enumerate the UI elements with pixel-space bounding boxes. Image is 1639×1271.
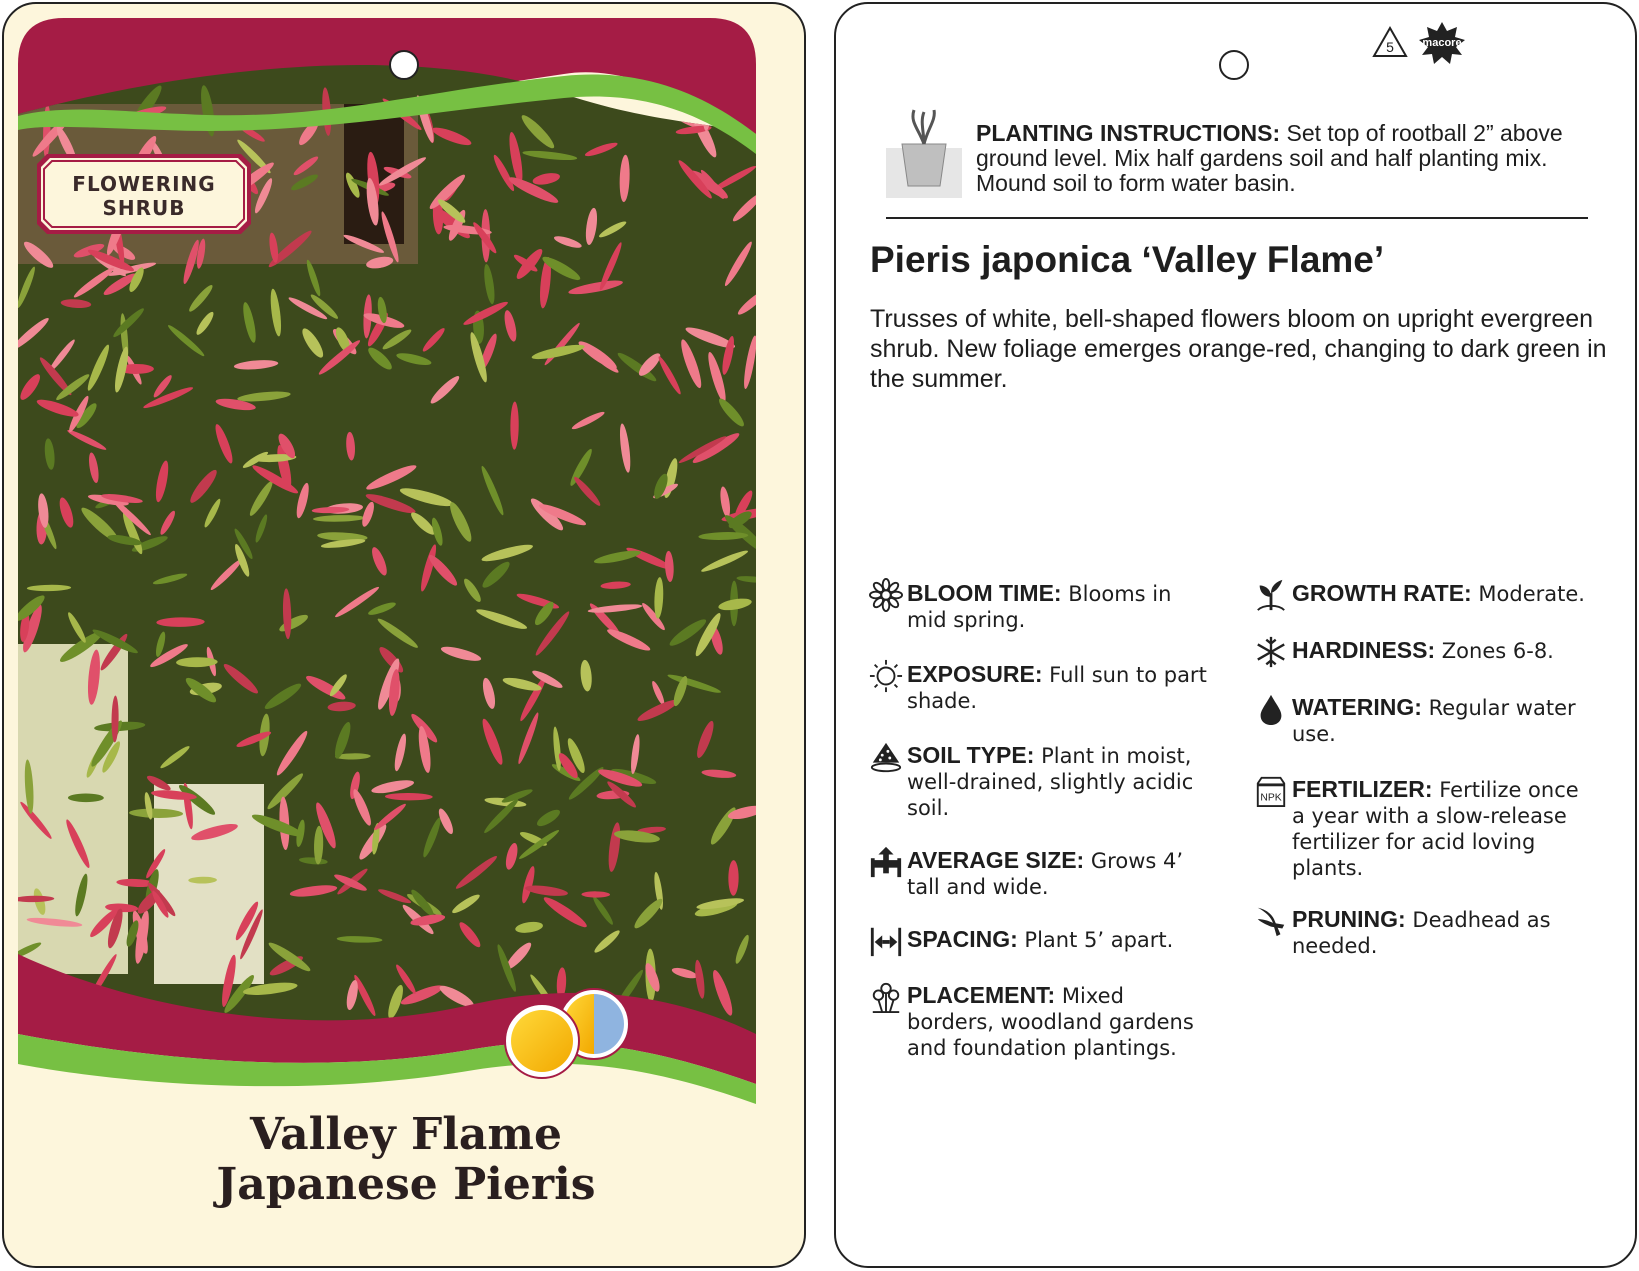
attribute-label: AVERAGE SIZE:: [907, 847, 1085, 873]
planting-pot-icon: [884, 108, 964, 198]
snowflake-icon: [1254, 635, 1290, 671]
macore-logo-text: macore: [1422, 37, 1462, 49]
attribute-spacing: [907, 926, 1207, 953]
size-icon: [869, 845, 905, 881]
attribute-label: WATERING:: [1292, 694, 1422, 720]
spacing-icon: [869, 924, 905, 960]
water-drop-icon: [1254, 692, 1290, 728]
sprout-icon: [1254, 578, 1290, 614]
attribute-placement: [907, 982, 1207, 1061]
pruners-icon: [1254, 904, 1290, 940]
scientific-name: Pieris japonica ‘Valley Flame’: [870, 239, 1385, 280]
divider: [886, 217, 1588, 219]
attribute-label: SPACING:: [907, 926, 1018, 952]
attribute-label: FERTILIZER:: [1292, 776, 1433, 802]
attribute-text: Zones 6-8.: [1435, 639, 1554, 663]
attribute-pruning: [1292, 906, 1592, 959]
placement-icon: [869, 980, 905, 1016]
attribute-watering: [1292, 694, 1592, 747]
attribute-label: BLOOM TIME:: [907, 580, 1062, 606]
macore-logo-icon: [1419, 22, 1465, 64]
hang-hole: [1219, 50, 1249, 80]
planting-instructions: [976, 121, 1586, 196]
attribute-label: EXPOSURE:: [907, 661, 1043, 687]
category-line-1: FLOWERING: [72, 172, 216, 196]
attribute-text: Plant 5’ apart.: [1017, 928, 1174, 952]
attribute-text: Full sun to part shade.: [907, 663, 1207, 713]
attribute-average-size: [907, 847, 1207, 900]
category-badge: [37, 154, 251, 234]
planting-text: Set top of rootball 2” above ground level. Mix half gardens soil and half planting mix. Mound soil to form water basin.: [976, 120, 1563, 196]
attribute-hardiness: [1292, 637, 1592, 664]
sun-outline-icon: [869, 659, 905, 695]
attribute-growth-rate: [1292, 580, 1592, 607]
attribute-soil-type: [907, 742, 1207, 821]
npk-label: NPK: [1260, 792, 1282, 804]
attribute-text: Plant in moist, well-drained, slightly acidic soil.: [907, 744, 1194, 820]
attribute-text: Mixed borders, woodland gardens and foundation plantings.: [907, 984, 1194, 1060]
plant-description: Trusses of white, bell-shaped flowers bloom on upright evergreen shrub. New foliage emerges orange-red, changing to dark green in the summer.: [870, 305, 1607, 393]
logo-area: [1372, 22, 1482, 68]
npk-icon: [1254, 774, 1290, 810]
attribute-label: GROWTH RATE:: [1292, 580, 1472, 606]
attribute-label: SOIL TYPE:: [907, 742, 1035, 768]
recycle-number: 5: [1386, 39, 1394, 55]
attribute-exposure: [907, 661, 1207, 714]
attribute-text: Blooms in mid spring.: [907, 582, 1172, 632]
front-tag: [2, 2, 806, 1268]
hang-hole: [389, 50, 419, 80]
attribute-text: Grows 4’ tall and wide.: [907, 849, 1184, 899]
recycle-icon: [1374, 28, 1406, 56]
back-tag: [834, 2, 1637, 1268]
planting-label: PLANTING INSTRUCTIONS:: [976, 120, 1281, 146]
flower-icon: [869, 578, 905, 614]
attribute-text: Fertilize once a year with a slow-release fertilizer for acid loving plants.: [1292, 778, 1579, 880]
attribute-bloom-time: [907, 580, 1207, 633]
attribute-label: HARDINESS:: [1292, 637, 1436, 663]
attribute-text: Moderate.: [1471, 582, 1585, 606]
attribute-text: Deadhead as needed.: [1292, 908, 1551, 958]
attribute-text: Regular water use.: [1292, 696, 1576, 746]
category-line-2: SHRUB: [102, 196, 186, 220]
attribute-label: PRUNING:: [1292, 906, 1406, 932]
attribute-label: PLACEMENT:: [907, 982, 1056, 1008]
common-name-line-1: Valley Flame: [250, 1109, 562, 1160]
attribute-fertilizer: [1292, 776, 1592, 881]
soil-icon: [869, 740, 905, 776]
common-name-line-2: Japanese Pieris: [216, 1159, 596, 1210]
